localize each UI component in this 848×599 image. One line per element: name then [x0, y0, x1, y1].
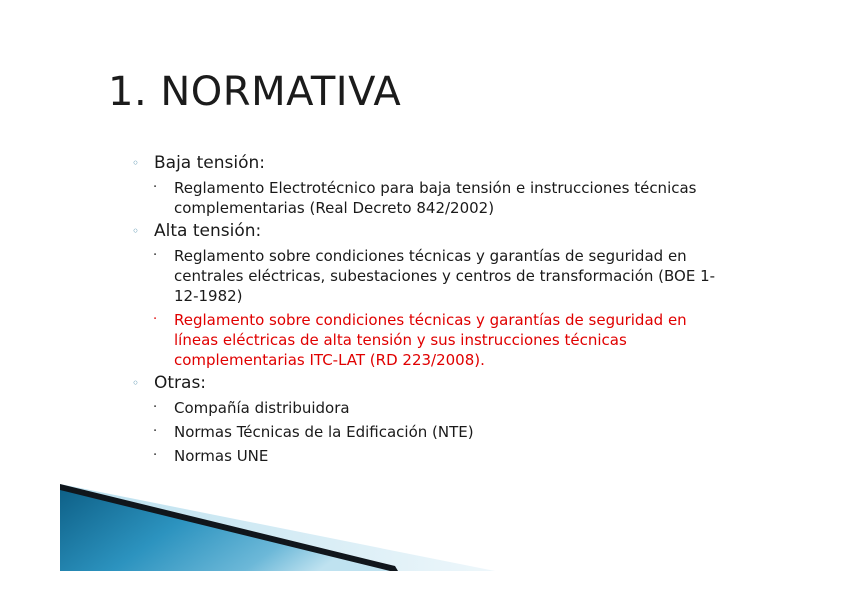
list-item-text: Normas Técnicas de la Edificación (NTE): [174, 423, 474, 441]
list-item: [153, 246, 732, 306]
section-alta-tension: [132, 220, 732, 242]
section-baja-tension: [132, 152, 732, 174]
circle-bullet-icon: ◦: [132, 224, 140, 238]
list-item-text: Compañía distribuidora: [174, 399, 350, 417]
dot-bullet-icon: ·: [153, 400, 158, 415]
section-label: Alta tensión:: [154, 221, 262, 241]
dot-bullet-icon: ·: [153, 180, 158, 195]
list-item: [153, 178, 732, 218]
list-item-text: Reglamento sobre condiciones técnicas y garantías de seguridad en líneas eléctricas de alta tensión y sus instrucciones técnicas complementarias ITC-LAT (RD 223/2008).: [174, 311, 687, 369]
section-label: Otras:: [154, 373, 207, 393]
list-item-highlighted: [153, 310, 732, 370]
list-item-text: Normas UNE: [174, 447, 269, 465]
dot-bullet-icon: ·: [153, 248, 158, 263]
section-otras: [132, 372, 732, 394]
slide-title: 1. NORMATIVA: [108, 69, 402, 115]
circle-bullet-icon: ◦: [132, 156, 140, 170]
list-item: [153, 446, 732, 466]
dot-bullet-icon: ·: [153, 312, 158, 327]
list-item-text: Reglamento Electrotécnico para baja tensión e instrucciones técnicas complementarias (Real Decreto 842/2002): [174, 179, 697, 217]
circle-bullet-icon: ◦: [132, 376, 140, 390]
section-label: Baja tensión:: [154, 153, 266, 173]
dot-bullet-icon: ·: [153, 448, 158, 463]
dot-bullet-icon: ·: [153, 424, 158, 439]
list-item: [153, 422, 732, 442]
list-item-text: Reglamento sobre condiciones técnicas y garantías de seguridad en centrales eléctricas, subestaciones y centros de transformación (BOE 1-12-1982): [174, 247, 716, 305]
list-item: [153, 398, 732, 418]
bullet-list: [132, 150, 732, 466]
